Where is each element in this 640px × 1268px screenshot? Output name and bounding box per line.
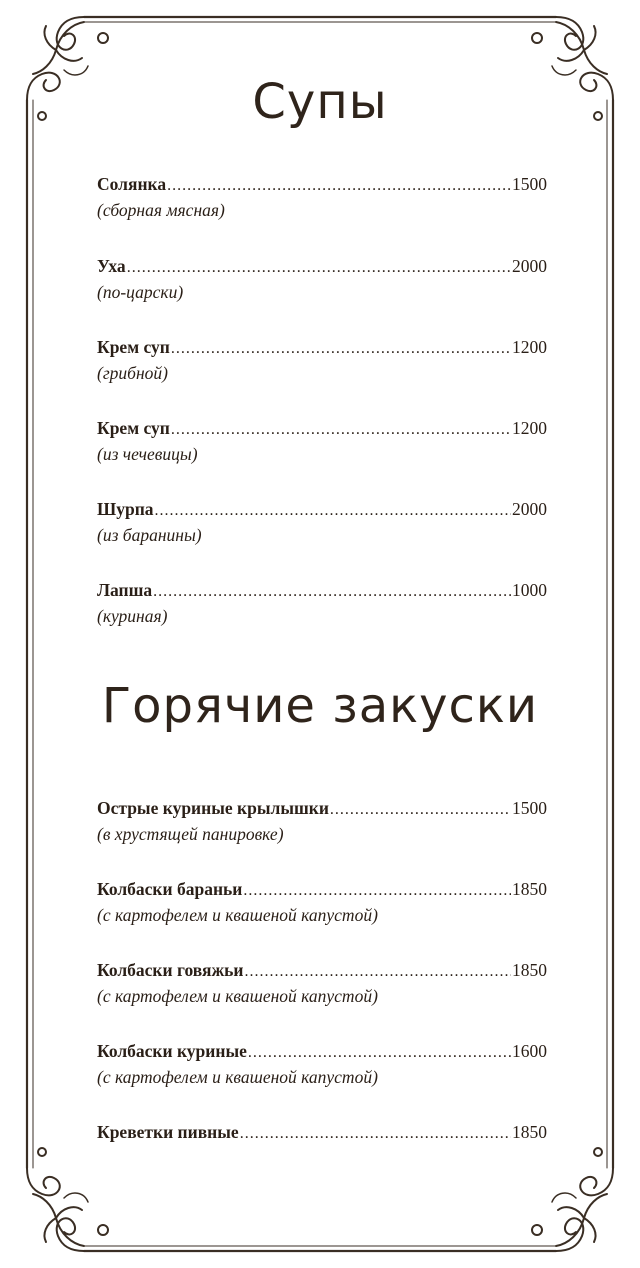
item-name: Уха: [97, 256, 126, 276]
dot-leader: [243, 879, 511, 903]
item-name: Лапша: [97, 580, 153, 600]
menu-item-lamb-sausages: [97, 877, 547, 927]
item-description: (с картофелем и квашеной капустой): [97, 986, 378, 1006]
menu-item-beef-sausages: [97, 958, 547, 1008]
dot-leader: [245, 960, 511, 984]
menu-item-chicken-wings: [97, 796, 547, 846]
menu-item-shurpa: [97, 497, 547, 547]
dot-leader: [330, 798, 511, 822]
item-price: 1500: [512, 798, 547, 818]
menu-item-ukha: [97, 254, 547, 304]
section-title-soups: Супы: [252, 74, 388, 130]
item-price: 1200: [512, 337, 547, 357]
item-name: Крем суп: [97, 418, 170, 438]
item-price: 2000: [512, 499, 547, 519]
dot-leader: [155, 499, 511, 523]
item-description: (из баранины): [97, 525, 202, 545]
item-price: 1850: [512, 879, 547, 899]
item-price: 1500: [512, 174, 547, 194]
menu-item-cream-soup-lentil: [97, 416, 547, 466]
menu-item-solyanka: [97, 172, 547, 222]
section-title-hot-appetizers: Горячие закуски: [101, 678, 539, 734]
item-name: Острые куриные крылышки: [97, 798, 329, 818]
item-description: (из чечевицы): [97, 444, 198, 464]
item-description: (по-царски): [97, 282, 184, 302]
item-price: 2000: [512, 256, 547, 276]
dot-leader: [171, 418, 511, 442]
item-price: 1850: [512, 1122, 547, 1142]
item-name: Солянка: [97, 174, 167, 194]
dot-leader: [127, 256, 511, 280]
dot-leader: [171, 337, 511, 361]
item-name: Креветки пивные: [97, 1122, 239, 1142]
item-name: Крем суп: [97, 337, 170, 357]
menu-item-beer-shrimp: [97, 1120, 547, 1144]
menu-item-chicken-sausages: [97, 1039, 547, 1089]
dot-leader: [153, 580, 511, 604]
item-description: (куриная): [97, 606, 168, 626]
dot-leader: [248, 1041, 511, 1065]
item-description: (в хрустящей панировке): [97, 824, 284, 844]
dot-leader: [167, 174, 511, 198]
item-name: Колбаски куриные: [97, 1041, 247, 1061]
dot-leader: [240, 1122, 511, 1146]
item-price: 1000: [512, 580, 547, 600]
item-description: (с картофелем и квашеной капустой): [97, 905, 378, 925]
item-description: (сборная мясная): [97, 200, 225, 220]
item-description: (грибной): [97, 363, 168, 383]
item-name: Колбаски говяжьи: [97, 960, 244, 980]
item-name: Шурпа: [97, 499, 154, 519]
item-price: 1600: [512, 1041, 547, 1061]
menu-item-lapsha: [97, 578, 547, 628]
item-name: Колбаски бараньи: [97, 879, 243, 899]
item-description: (с картофелем и квашеной капустой): [97, 1067, 378, 1087]
item-price: 1850: [512, 960, 547, 980]
menu-item-cream-soup-mushroom: [97, 335, 547, 385]
item-price: 1200: [512, 418, 547, 438]
